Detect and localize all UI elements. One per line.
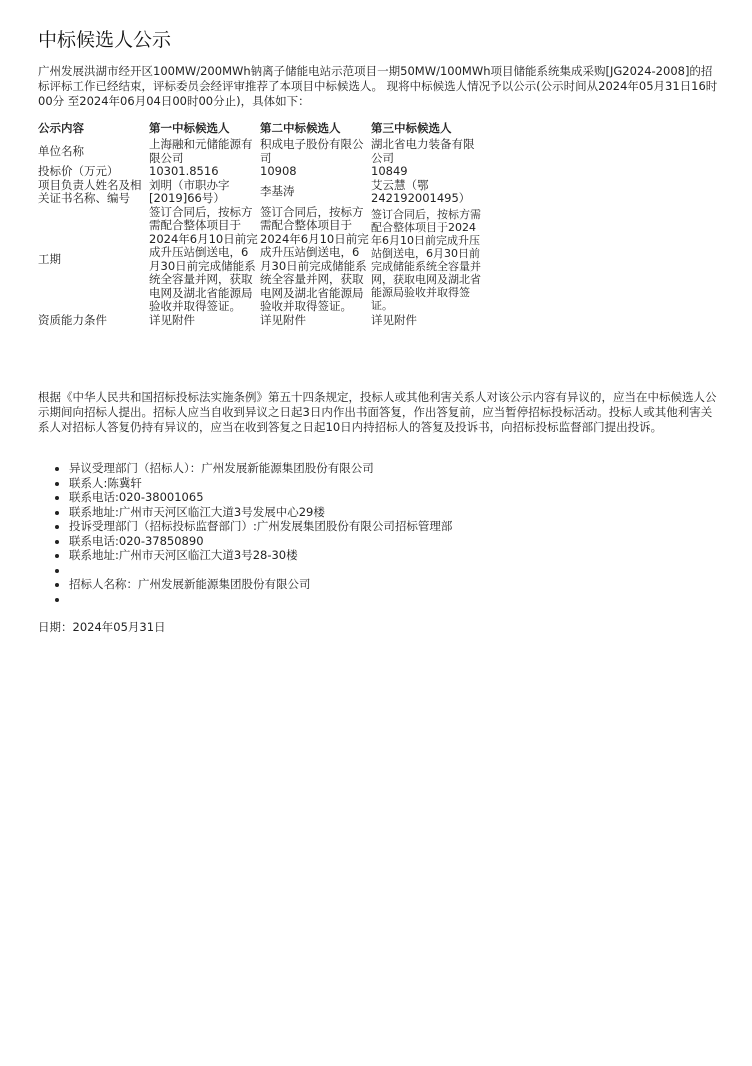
contact-list bbox=[38, 461, 452, 606]
cell: 签订合同后，按标方需配合整体项目于2024年6月10日前完成升压站倒送电，6月30日前完成储能系统全容量并网，获取电网及湖北省能源局验收并取得签证。 bbox=[149, 204, 258, 313]
header-content: 公示内容 bbox=[38, 121, 84, 136]
header-third-candidate: 第三中标候选人 bbox=[371, 121, 452, 136]
objection-notice: 根据《中华人民共和国招标投标法实施条例》第五十四条规定，投标人或其他利害关系人对该公示内容有异议的，应当在中标候选人公示期间向招标人提出。招标人应当自收到异议之日起3日内作出书面答复，作出答复前，应当暂停招标投标活动。投标人或其他利害关系人对招标人答复仍持有异议的，应当在收到答复之日起10日内持招标人的答复及投诉书，向招标投标监督部门提出投诉。 bbox=[38, 390, 717, 434]
list-item: • 招标人名称：广州发展新能源集团股份有限公司 bbox=[69, 577, 452, 592]
cell: 10908 bbox=[260, 164, 297, 178]
list-item: • 联系电话:020-38001065 bbox=[69, 490, 452, 505]
table-row-manager bbox=[38, 179, 486, 206]
cell: 签订合同后，按标方需配合整体项目于2024年6月10日前完成升压站倒送电，6月30日前完成储能系统全容量并网，获取电网及湖北省能源局验收并取得签证。 bbox=[260, 204, 369, 313]
table-row-qualification bbox=[38, 314, 486, 328]
page-title: 中标候选人公示 bbox=[38, 29, 172, 51]
header-second-candidate: 第二中标候选人 bbox=[260, 121, 341, 136]
cell: 签订合同后，按标方需配合整体项目于2024年6月10日前完成升压站倒送电，6月30日前完成储能系统全容量并网，获取电网及湖北省能源局验收并取得签证。 bbox=[371, 207, 481, 312]
table-row-price bbox=[38, 165, 486, 179]
cell: 上海融和元储能源有限公司 bbox=[149, 137, 253, 165]
cell: 10849 bbox=[371, 164, 408, 178]
row-label: 单位名称 bbox=[38, 143, 84, 158]
row-label: 工期 bbox=[38, 251, 61, 266]
cell: 详见附件 bbox=[260, 312, 306, 327]
header-first-candidate: 第一中标候选人 bbox=[149, 121, 230, 136]
list-item: • 联系人:陈冀轩 bbox=[69, 476, 452, 491]
cell: 10301.8516 bbox=[149, 164, 219, 178]
row-label: 资质能力条件 bbox=[38, 312, 107, 327]
cell: 详见附件 bbox=[149, 312, 195, 327]
cell: 刘明（市职办字[2019]66号） bbox=[149, 177, 230, 205]
cell: 湖北省电力装备有限公司 bbox=[371, 137, 475, 165]
row-label: 投标价（万元） bbox=[38, 164, 119, 178]
table-row-schedule bbox=[38, 206, 486, 314]
list-item: • 投诉受理部门（招标投标监督部门）:广州发展集团股份有限公司招标管理部 bbox=[69, 519, 452, 534]
cell: 李基涛 bbox=[260, 184, 295, 199]
cell: 艾云慧（鄂242192001495） bbox=[371, 177, 471, 205]
candidates-table bbox=[38, 120, 486, 327]
list-item bbox=[69, 563, 452, 578]
table-header-row bbox=[38, 120, 486, 138]
list-item: • 联系地址:广州市天河区临江大道3号28-30楼 bbox=[69, 548, 452, 563]
list-item: • 异议受理部门（招标人）：广州发展新能源集团股份有限公司 bbox=[69, 461, 452, 476]
cell: 详见附件 bbox=[371, 312, 417, 327]
intro-paragraph: 广州发展洪湖市经开区100MW/200MWh钠离子储能电站示范项目一期50MW/100MWh项目储能系统集成采购[JG2024-2008]的招标评标工作已经结束，评标委员会经评审推荐了本项目中标候选人。 现将中标候选人情况予以公示(公示时间从2024年05月31日16时00分 至2024年06月04日00时00分止)，具体如下： bbox=[38, 64, 718, 108]
publish-date: 日期：2024年05月31日 bbox=[38, 620, 166, 634]
cell: 积成电子股份有限公司 bbox=[260, 137, 364, 165]
list-item: • 联系地址:广州市天河区临江大道3号发展中心29楼 bbox=[69, 505, 452, 520]
table-row-company bbox=[38, 138, 486, 165]
row-label: 项目负责人姓名及相关证书名称、编号 bbox=[38, 177, 142, 205]
list-item bbox=[69, 592, 452, 607]
list-item: • 联系电话:020-37850890 bbox=[69, 534, 452, 549]
